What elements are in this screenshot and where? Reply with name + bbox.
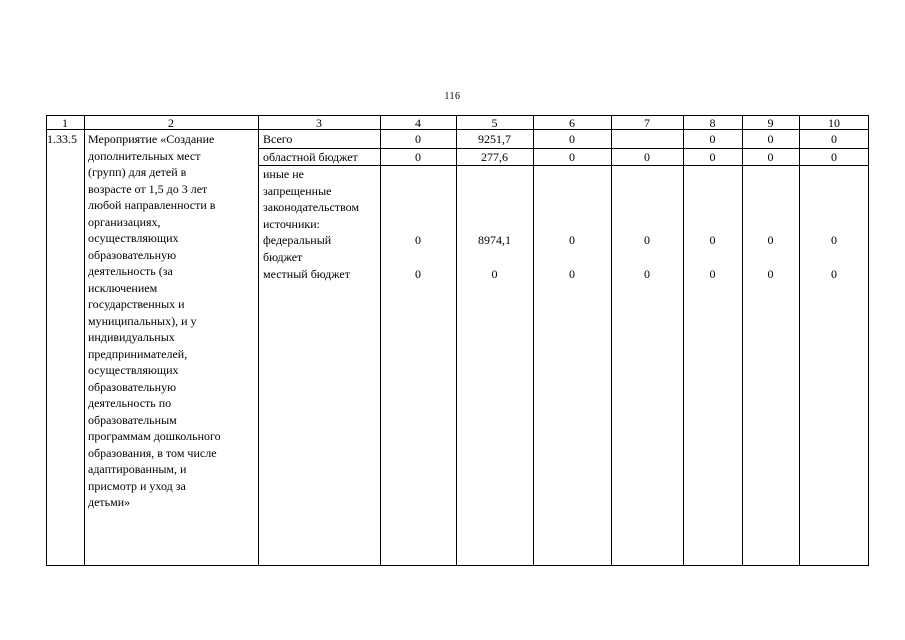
description-line: детьми» bbox=[88, 495, 131, 509]
measure-description bbox=[88, 131, 221, 511]
source-other-non-prohibited bbox=[263, 166, 359, 232]
source-federal-budget bbox=[263, 232, 331, 265]
description-line: деятельность (за bbox=[88, 264, 173, 278]
description-line: деятельность по bbox=[88, 396, 172, 410]
description-line: предпринимателей, bbox=[88, 346, 188, 361]
value-federal-col8: 0 bbox=[709, 233, 716, 247]
description-line: возрасте от 1,5 до 3 лет bbox=[88, 181, 208, 196]
value-local-col4: 0 bbox=[415, 267, 421, 281]
header-cell: 10 bbox=[828, 116, 840, 130]
header-cell: 6 bbox=[569, 116, 575, 130]
header-cell: 2 bbox=[168, 116, 174, 130]
header-cell: 9 bbox=[767, 116, 774, 130]
value-total-col5: 9251,7 bbox=[478, 132, 511, 146]
source-line: бюджет bbox=[263, 249, 303, 264]
description-line: образовательную bbox=[88, 379, 177, 394]
column-border bbox=[868, 115, 869, 566]
source-local-budget: местный бюджет bbox=[263, 267, 350, 281]
value-total-col9: 0 bbox=[767, 132, 774, 146]
description-line: программам дошкольного bbox=[88, 429, 221, 443]
value-regional-col5: 277,6 bbox=[481, 150, 508, 164]
description-line: исключением bbox=[88, 280, 158, 295]
description-line: адаптированным, и bbox=[88, 462, 187, 476]
value-regional-col7: 0 bbox=[644, 150, 650, 164]
value-local-col6: 0 bbox=[569, 267, 575, 281]
column-border bbox=[533, 115, 534, 566]
description-line: (групп) для детей в bbox=[88, 165, 187, 179]
header-cell: 1 bbox=[62, 116, 68, 130]
description-line: Мероприятие «Создание bbox=[88, 132, 215, 146]
value-local-col8: 0 bbox=[709, 267, 716, 281]
column-border bbox=[46, 115, 47, 566]
value-total-col8: 0 bbox=[709, 132, 716, 146]
value-federal-col9: 0 bbox=[767, 233, 774, 247]
header-cell: 3 bbox=[316, 116, 322, 130]
description-line: осуществляющих bbox=[88, 363, 179, 377]
description-line: дополнительных мест bbox=[88, 148, 201, 163]
header-cell: 4 bbox=[415, 116, 421, 130]
value-local-col10: 0 bbox=[831, 267, 837, 281]
column-border bbox=[380, 115, 381, 566]
description-line: любой направленности в bbox=[88, 198, 216, 212]
column-border bbox=[258, 115, 259, 566]
header-cell: 5 bbox=[491, 116, 498, 130]
value-federal-col5: 8974,1 bbox=[478, 233, 511, 247]
description-line: муниципальных), и у bbox=[88, 313, 197, 328]
value-local-col7: 0 bbox=[644, 267, 650, 281]
source-line: законодательством bbox=[263, 200, 360, 214]
value-regional-col6: 0 bbox=[569, 150, 575, 164]
row-border-bottom bbox=[46, 565, 869, 566]
value-total-col6: 0 bbox=[569, 132, 575, 146]
value-federal-col7: 0 bbox=[644, 233, 650, 247]
source-line: источники: bbox=[263, 216, 320, 231]
description-line: образовательную bbox=[88, 247, 177, 262]
source-regional-budget: областной бюджет bbox=[263, 150, 358, 164]
column-border bbox=[799, 115, 800, 566]
value-regional-col10: 0 bbox=[831, 150, 837, 164]
column-border bbox=[742, 115, 743, 566]
description-line: присмотр и уход за bbox=[88, 478, 186, 493]
header-cell: 8 bbox=[709, 116, 716, 130]
source-line: запрещенные bbox=[263, 183, 332, 198]
source-line: иные не bbox=[263, 167, 304, 181]
description-line: организациях, bbox=[88, 214, 161, 229]
description-line: образования, в том числе bbox=[88, 445, 217, 460]
description-line: осуществляющих bbox=[88, 231, 179, 245]
description-line: индивидуальных bbox=[88, 330, 175, 344]
value-regional-col9: 0 bbox=[767, 150, 774, 164]
column-border bbox=[683, 115, 684, 566]
description-line: государственных и bbox=[88, 297, 185, 311]
value-regional-col4: 0 bbox=[415, 150, 421, 164]
budget-table bbox=[46, 115, 869, 566]
value-local-col9: 0 bbox=[767, 267, 774, 281]
row-id: 1.33.5 bbox=[47, 132, 77, 146]
value-federal-col6: 0 bbox=[569, 233, 575, 247]
value-local-col5: 0 bbox=[491, 267, 498, 281]
column-border bbox=[84, 115, 85, 566]
source-line: федеральный bbox=[263, 233, 332, 247]
column-border bbox=[456, 115, 457, 566]
value-total-col10: 0 bbox=[831, 132, 837, 146]
value-federal-col4: 0 bbox=[415, 233, 421, 247]
value-total-col4: 0 bbox=[415, 132, 421, 146]
description-line: образовательным bbox=[88, 412, 177, 427]
page-number: 116 bbox=[444, 91, 461, 102]
source-total: Всего bbox=[263, 132, 293, 146]
value-regional-col8: 0 bbox=[709, 150, 716, 164]
value-federal-col10: 0 bbox=[831, 233, 837, 247]
column-border bbox=[611, 115, 612, 566]
header-cell: 7 bbox=[644, 116, 650, 130]
